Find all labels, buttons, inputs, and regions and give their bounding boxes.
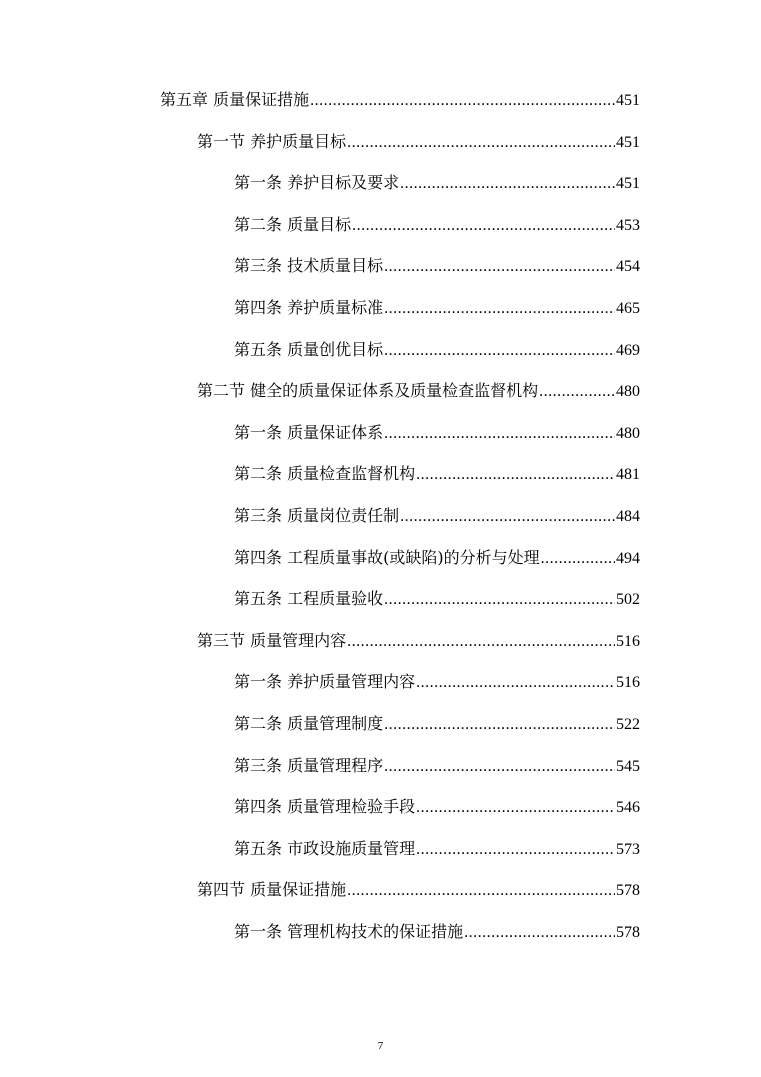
toc-entry-title: 第五条 质量创优目标 bbox=[234, 339, 384, 359]
toc-article-entry[interactable] bbox=[234, 712, 640, 736]
toc-entry-page: 484 bbox=[616, 508, 640, 525]
toc-article-entry[interactable] bbox=[234, 462, 640, 486]
toc-dot-leader bbox=[384, 297, 615, 321]
toc-entry-title: 第一条 管理机构技术的保证措施 bbox=[234, 922, 464, 941]
toc-dot-leader bbox=[347, 131, 615, 155]
toc-entry-title: 第四条 养护质量标准 bbox=[234, 298, 384, 317]
toc-article-entry[interactable] bbox=[234, 920, 640, 944]
toc-entry-title: 第一条 质量保证体系 bbox=[234, 422, 384, 442]
toc-section-entry[interactable] bbox=[197, 379, 640, 403]
toc-entry-title: 第三节 质量管理内容 bbox=[197, 630, 347, 650]
toc-section-entry[interactable] bbox=[197, 130, 640, 154]
toc-dot-leader bbox=[347, 879, 615, 903]
toc-entry-page: 578 bbox=[616, 882, 640, 900]
toc-section-entry[interactable] bbox=[197, 629, 640, 653]
toc-article-entry[interactable] bbox=[234, 546, 640, 570]
toc-dot-leader bbox=[400, 172, 615, 196]
toc-article-entry[interactable] bbox=[234, 254, 640, 278]
toc-entry-title: 第二条 质量管理制度 bbox=[234, 714, 384, 733]
page-number: 7 bbox=[377, 1040, 384, 1052]
toc-entry-title: 第一条 养护质量管理内容 bbox=[234, 672, 416, 692]
toc-dot-leader bbox=[384, 422, 615, 446]
toc-entry-page: 480 bbox=[616, 383, 640, 401]
toc-entry-page: 469 bbox=[616, 341, 640, 359]
toc-entry-page: 494 bbox=[616, 549, 640, 567]
toc-dot-leader bbox=[310, 89, 615, 113]
toc-entry-title: 第五章 质量保证措施 bbox=[160, 90, 310, 109]
toc-dot-leader bbox=[541, 547, 615, 571]
toc-article-entry[interactable] bbox=[234, 795, 640, 819]
toc-entry-page: 516 bbox=[616, 632, 640, 650]
toc-entry-page: 451 bbox=[616, 175, 640, 193]
toc-article-entry[interactable] bbox=[234, 421, 640, 445]
toc-article-entry[interactable] bbox=[234, 504, 640, 528]
toc-entry-page: 451 bbox=[616, 92, 640, 109]
toc-entry-title: 第四条 工程质量事故(或缺陷)的分析与处理 bbox=[234, 547, 540, 567]
toc-article-entry[interactable] bbox=[234, 837, 640, 861]
toc-dot-leader bbox=[384, 755, 615, 779]
toc-dot-leader bbox=[400, 505, 615, 529]
toc-section-entry[interactable] bbox=[197, 878, 640, 902]
toc-article-entry[interactable] bbox=[234, 338, 640, 362]
toc-entry-page: 545 bbox=[616, 757, 640, 775]
toc-dot-leader bbox=[352, 214, 615, 238]
toc-entry-page: 502 bbox=[616, 591, 640, 609]
toc-dot-leader bbox=[347, 630, 615, 654]
toc-entry-page: 453 bbox=[616, 216, 640, 234]
toc-dot-leader bbox=[384, 713, 615, 737]
toc-entry-page: 522 bbox=[616, 716, 640, 733]
toc-entry-title: 第五条 市政设施质量管理 bbox=[234, 838, 416, 858]
toc-entry-title: 第一节 养护质量目标 bbox=[197, 131, 347, 151]
toc-article-entry[interactable] bbox=[234, 587, 640, 611]
toc-dot-leader bbox=[539, 380, 615, 404]
toc-entry-title: 第四节 质量保证措施 bbox=[197, 880, 347, 900]
toc-entry-title: 第三条 质量岗位责任制 bbox=[234, 506, 400, 525]
toc-entry-title: 第二条 质量目标 bbox=[234, 214, 352, 234]
toc-entry-title: 第三条 技术质量目标 bbox=[234, 256, 384, 276]
toc-entry-page: 546 bbox=[616, 799, 640, 817]
toc-entry-page: 481 bbox=[616, 466, 640, 484]
toc-dot-leader bbox=[416, 463, 615, 487]
toc-dot-leader bbox=[416, 796, 615, 820]
toc-entry-page: 480 bbox=[616, 424, 640, 442]
toc-chapter-entry[interactable] bbox=[160, 88, 640, 112]
toc-entry-page: 516 bbox=[616, 674, 640, 692]
toc-dot-leader bbox=[464, 921, 615, 945]
toc-entry-page: 454 bbox=[616, 258, 640, 276]
toc-entry-title: 第三条 质量管理程序 bbox=[234, 755, 384, 775]
toc-article-entry[interactable] bbox=[234, 670, 640, 694]
toc-article-entry[interactable] bbox=[234, 754, 640, 778]
toc-entry-title: 第二条 质量检查监督机构 bbox=[234, 464, 416, 484]
toc-entry-title: 第五条 工程质量验收 bbox=[234, 589, 384, 609]
toc-entry-page: 573 bbox=[616, 840, 640, 858]
toc-dot-leader bbox=[384, 339, 615, 363]
toc-entry-page: 465 bbox=[616, 300, 640, 317]
toc-dot-leader bbox=[384, 255, 615, 279]
toc-entry-page: 578 bbox=[616, 924, 640, 941]
toc-article-entry[interactable] bbox=[234, 213, 640, 237]
toc-dot-leader bbox=[416, 838, 615, 862]
toc-dot-leader bbox=[416, 671, 615, 695]
toc-entry-title: 第四条 质量管理检验手段 bbox=[234, 797, 416, 817]
toc-entry-title: 第二节 健全的质量保证体系及质量检查监督机构 bbox=[197, 381, 539, 401]
toc-entry-title: 第一条 养护目标及要求 bbox=[234, 173, 400, 193]
toc-article-entry[interactable] bbox=[234, 171, 640, 195]
toc-dot-leader bbox=[384, 588, 615, 612]
toc-article-entry[interactable] bbox=[234, 296, 640, 320]
toc-entry-page: 451 bbox=[616, 133, 640, 151]
